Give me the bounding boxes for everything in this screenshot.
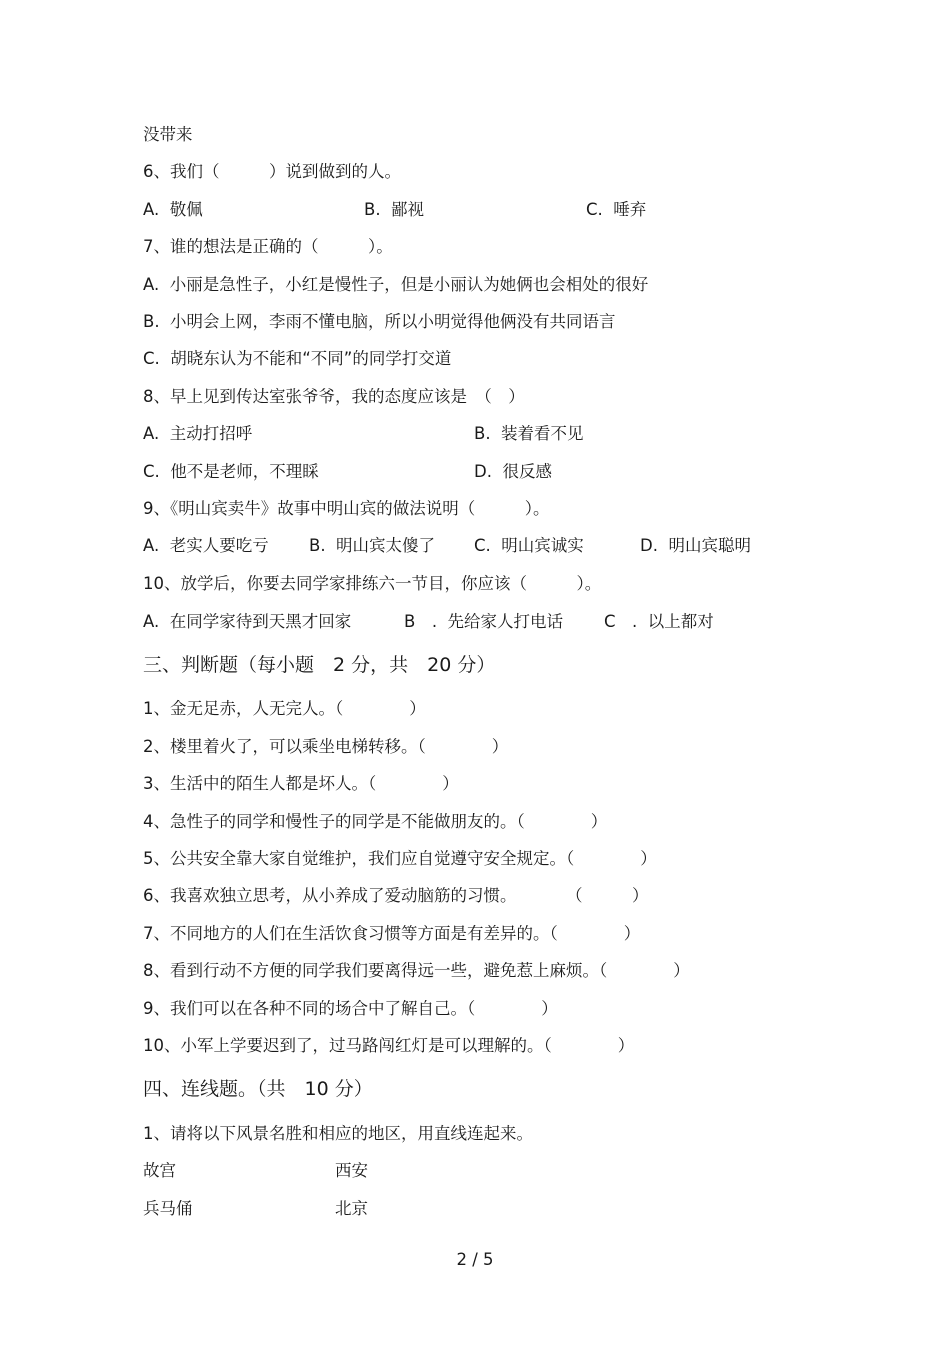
question-8-stem: 8、早上见到传达室张爷爷，我的态度应该是 （ ） xyxy=(143,387,525,406)
judgment-item-1: 1、金无足赤，人无完人。（ ） xyxy=(143,699,426,718)
question-6-option-a: A. 敬佩 xyxy=(143,200,203,219)
question-6-stem: 6、我们（ ）说到做到的人。 xyxy=(143,162,401,181)
question-8-option-b: B. 装着看不见 xyxy=(474,424,584,443)
question-9-option-b: B. 明山宾太傻了 xyxy=(309,536,436,555)
question-8-option-a: A. 主动打招呼 xyxy=(143,424,253,443)
judgment-item-8: 8、看到行动不方便的同学我们要离得远一些，避免惹上麻烦。（ ） xyxy=(143,961,690,980)
question-9-option-a: A. 老实人要吃亏 xyxy=(143,536,269,555)
question-10-option-c: C . 以上都对 xyxy=(604,612,714,631)
question-10-option-a: A. 在同学家待到天黑才回家 xyxy=(143,612,352,631)
judgment-item-4: 4、急性子的同学和慢性子的同学是不能做朋友的。（ ） xyxy=(143,812,608,831)
question-7-stem: 7、谁的想法是正确的（ ）。 xyxy=(143,237,393,256)
judgment-item-10: 10、小军上学要迟到了，过马路闯红灯是可以理解的。（ ） xyxy=(143,1036,635,1055)
judgment-item-2: 2、楼里着火了，可以乘坐电梯转移。（ ） xyxy=(143,737,509,756)
question-6-option-c: C. 唾弃 xyxy=(586,200,647,219)
judgment-item-9: 9、我们可以在各种不同的场合中了解自己。（ ） xyxy=(143,999,558,1018)
question-9-option-c: C. 明山宾诚实 xyxy=(474,536,584,555)
judgment-item-3: 3、生活中的陌生人都是坏人。（ ） xyxy=(143,774,459,793)
matching-right-item-2: 北京 xyxy=(335,1199,368,1218)
matching-right-item-1: 西安 xyxy=(335,1161,368,1180)
question-7-option-c: C. 胡晓东认为不能和“不同”的同学打交道 xyxy=(143,349,452,368)
question-5-tail: 没带来 xyxy=(143,125,193,144)
question-10-option-b: B . 先给家人打电话 xyxy=(404,612,564,631)
question-9-option-d: D. 明山宾聪明 xyxy=(640,536,751,555)
section-4-title: 四、连线题。（共 10 分） xyxy=(143,1078,373,1100)
question-10-stem: 10、放学后，你要去同学家排练六一节目，你应该（ ）。 xyxy=(143,574,602,593)
matching-left-item-2: 兵马俑 xyxy=(143,1199,193,1218)
question-7-option-a: A. 小丽是急性子，小红是慢性子，但是小丽认为她俩也会相处的很好 xyxy=(143,275,649,294)
judgment-item-6: 6、我喜欢独立思考，从小养成了爱动脑筋的习惯。 （ ） xyxy=(143,886,649,905)
matching-left-item-1: 故宫 xyxy=(143,1161,176,1180)
matching-question-1: 1、请将以下风景名胜和相应的地区，用直线连起来。 xyxy=(143,1124,533,1143)
judgment-item-5: 5、公共安全靠大家自觉维护，我们应自觉遵守安全规定。（ ） xyxy=(143,849,657,868)
question-7-option-b: B. 小明会上网，李雨不懂电脑，所以小明觉得他俩没有共同语言 xyxy=(143,312,616,331)
question-8-option-c: C. 他不是老师，不理睬 xyxy=(143,462,319,481)
section-3-title: 三、判断题（每小题 2 分，共 20 分） xyxy=(143,654,496,676)
question-8-option-d: D. 很反感 xyxy=(474,462,552,481)
page-number: 2 / 5 xyxy=(456,1250,494,1269)
question-9-stem: 9、《明山宾卖牛》故事中明山宾的做法说明（ ）。 xyxy=(143,499,550,518)
question-6-option-b: B. 鄙视 xyxy=(364,200,425,219)
judgment-item-7: 7、不同地方的人们在生活饮食习惯等方面是有差异的。（ ） xyxy=(143,924,641,943)
